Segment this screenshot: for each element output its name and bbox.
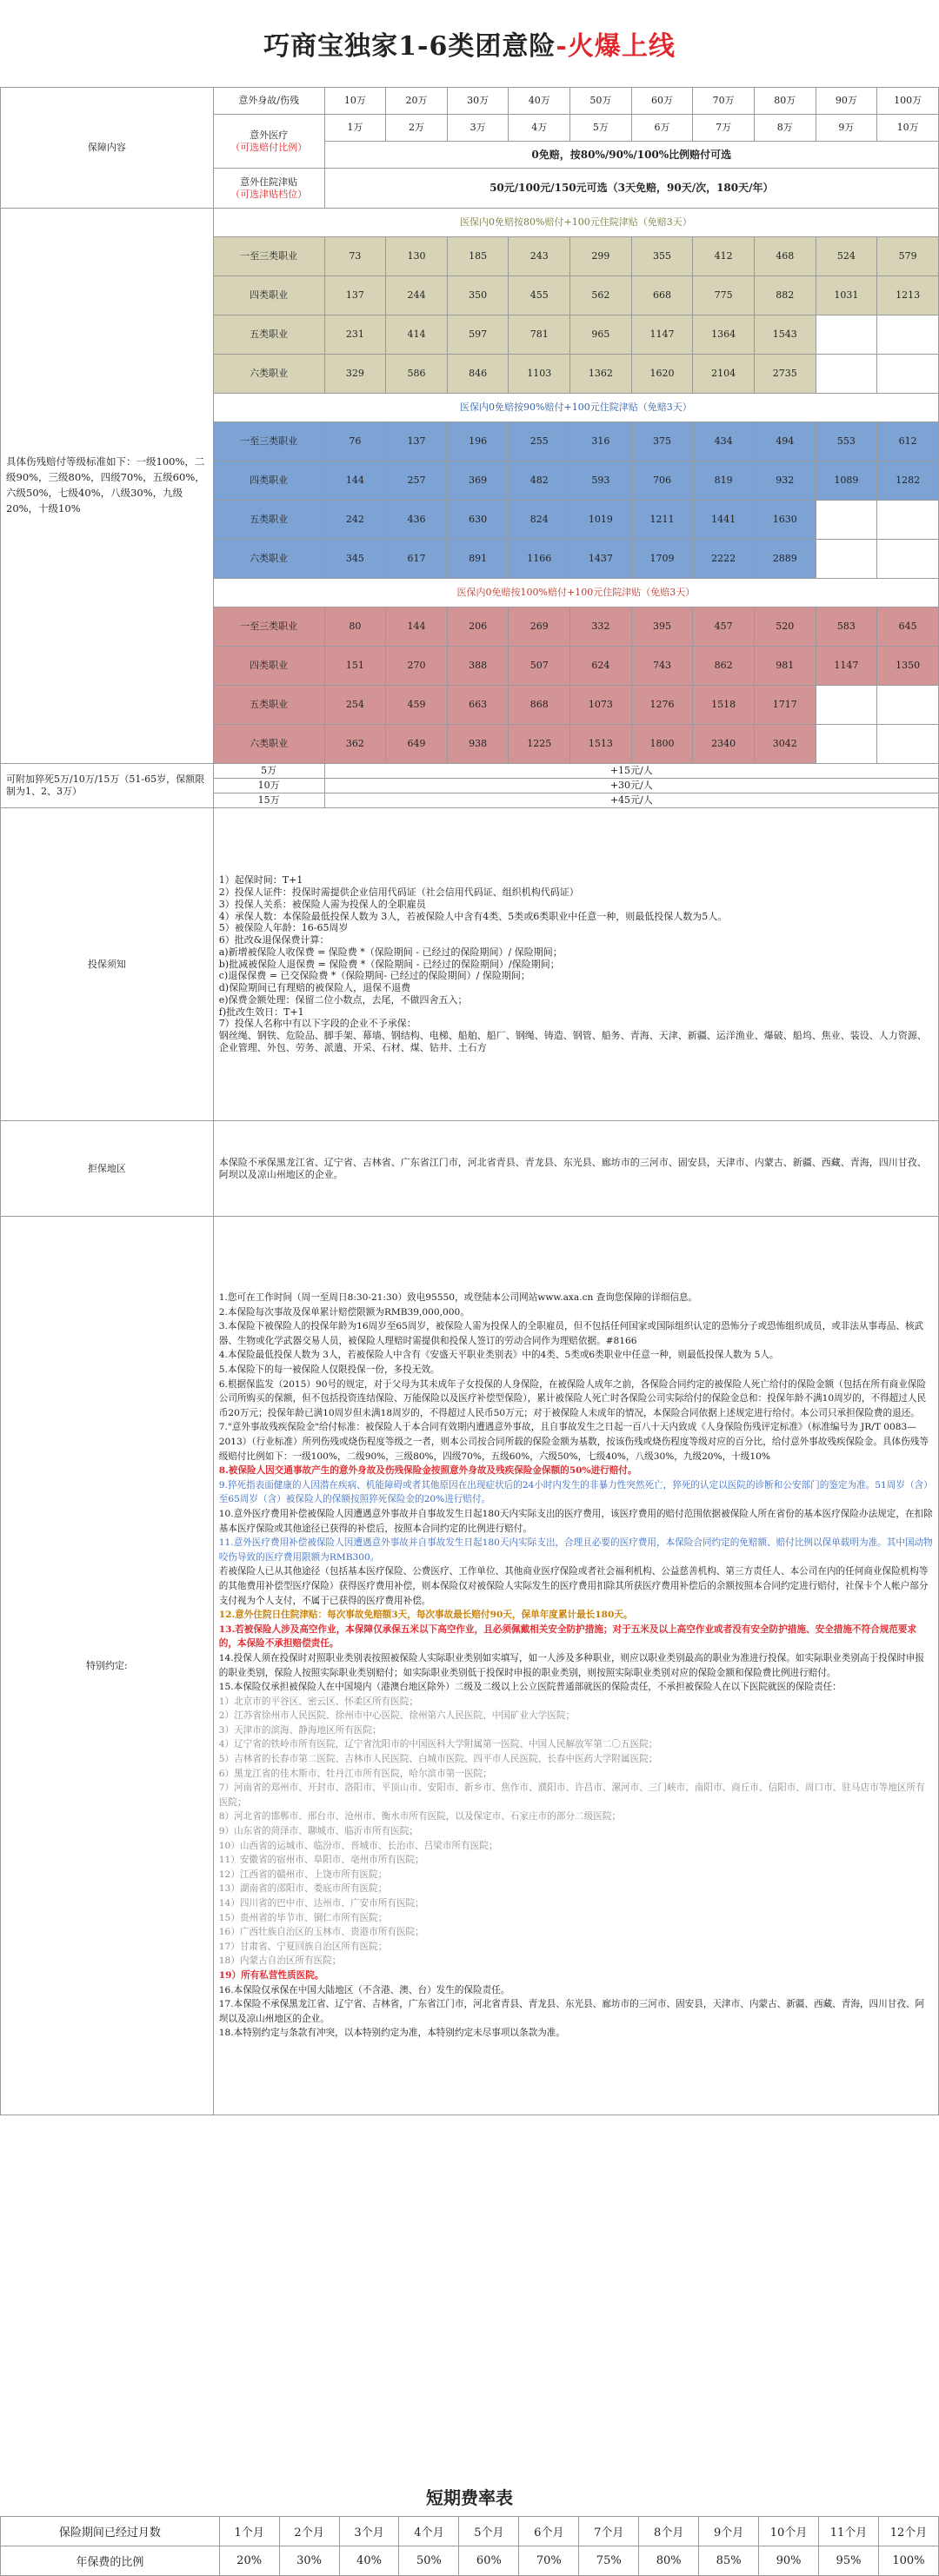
special-clause: 9）山东省的菏泽市、聊城市、临沂市所有医院； — [218, 1826, 418, 1837]
special-clause: 17.本保险不承保黑龙江省、辽宁省、吉林省，广东省江门市，河北省青县、青龙县、东光县、廊坊市的三河市、固安县，天津市、内蒙古、新疆、西藏、青海，四川甘孜、阿坝以及凉山州地区的企业。 — [218, 1999, 925, 2024]
premium-cell: 1362 — [570, 355, 632, 394]
premium-cell: 1543 — [754, 315, 816, 355]
premium-cell: 270 — [386, 647, 448, 686]
month-cell: 7个月 — [579, 2517, 639, 2546]
ratio-cell: 85% — [699, 2546, 759, 2576]
ratio-cell: 20% — [219, 2546, 279, 2576]
ratio-cell: 40% — [339, 2546, 399, 2576]
premium-cell: 645 — [877, 607, 939, 647]
grade-standard-label: 具体伤残赔付等级标准如下：一级100%，二级90%，三级80%，四级70%，五级60%，六级50%，七级40%，八级30%，九级20%，十级10% — [1, 209, 214, 764]
premium-cell: 412 — [693, 237, 755, 276]
occupation-label: 五类职业 — [213, 501, 324, 540]
premium-cell: 459 — [386, 686, 448, 725]
premium-cell: 583 — [816, 607, 877, 647]
special-clause: 15）贵州省的毕节市、铜仁市所有医院； — [218, 1912, 388, 1923]
ratio-cell: 80% — [639, 2546, 699, 2576]
premium-cell — [816, 315, 877, 355]
premium-cell: 144 — [324, 461, 386, 501]
premium-cell: 130 — [386, 237, 448, 276]
ratio-cell: 30% — [279, 2546, 339, 2576]
notice-line: 4）承保人数：本保险最低投保人数为 3人，若被保险人中含有4类、5类或6类职业中任意一种，则最低投保人数为5人。 — [218, 910, 728, 922]
premium-cell: 868 — [509, 686, 570, 725]
premium-cell — [816, 725, 877, 764]
special-clause: 18.本特别约定与条款有冲突，以本特别约定为准，本特别约定未尽事项以条款为准。 — [218, 2028, 565, 2039]
special-content — [213, 1217, 938, 2115]
premium-cell: 375 — [631, 422, 693, 461]
notice-line: f)批改生效日：T+1 — [218, 1006, 304, 1018]
special-clause: 7）河南省的郑州市、开封市、洛阳市、平顶山市、安阳市、新乡市、焦作市、濮阳市、许昌市、漯河市、三门峡市、南阳市、商丘市、信阳市、周口市、驻马店市等地区所有医院； — [218, 1783, 925, 1808]
zone-row — [1, 1121, 939, 1217]
sudden-death-label: 可附加猝死5万/10万/15万（51-65岁，保额限制为1、2、3万） — [1, 764, 214, 808]
special-clause: 18）内蒙古自治区所有医院； — [218, 1955, 342, 1967]
section-header-row — [1, 209, 939, 237]
months-label: 保险期间已经过月数 — [1, 2517, 220, 2546]
premium-cell: 2735 — [754, 355, 816, 394]
short-rate-title: 短期费率表 — [426, 2487, 513, 2508]
premium-cell: 414 — [386, 315, 448, 355]
premium-cell: 649 — [386, 725, 448, 764]
premium-cell: 1073 — [570, 686, 632, 725]
zone-label: 拒保地区 — [1, 1121, 214, 1217]
premium-cell: 2340 — [693, 725, 755, 764]
premium-cell: 1213 — [877, 276, 939, 315]
occupation-label: 五类职业 — [213, 315, 324, 355]
ratio-cell: 100% — [878, 2546, 938, 2576]
premium-cell: 350 — [447, 276, 509, 315]
premium-cell: 597 — [447, 315, 509, 355]
sudden-price: +15元/人 — [324, 764, 938, 779]
premium-cell: 965 — [570, 315, 632, 355]
premium-cell: 494 — [754, 422, 816, 461]
premium-cell: 1437 — [570, 540, 632, 579]
occupation-label: 六类职业 — [213, 725, 324, 764]
premium-cell: 362 — [324, 725, 386, 764]
ratio-cell: 75% — [579, 2546, 639, 2576]
premium-cell: 706 — [631, 461, 693, 501]
premium-cell: 151 — [324, 647, 386, 686]
notice-line: 5）被保险人年龄：16-65周岁 — [218, 922, 349, 934]
premium-cell: 882 — [754, 276, 816, 315]
allowance-label-sub: （可选津贴档位） — [230, 188, 308, 200]
premium-cell: 316 — [570, 422, 632, 461]
premium-cell: 624 — [570, 647, 632, 686]
death-amount: 20万 — [386, 88, 448, 115]
special-clause: 2.本保险每次事故及保单累计赔偿限额为RMB39,000,000。 — [218, 1306, 470, 1318]
special-clause: 14.投保人须在投保时对照职业类别表按照被保险人实际职业类别如实填写，如一人涉及多种职业，则应以职业类别最高的职业为准进行投保。如实际职业类别高于投保时申报的职业类别，保险人按照实际职业类别赔付；如实际职业类别低于投保时申报的职业类别，则按照实际职业类别对应的保险金额和保险费比例进行赔付。 — [218, 1652, 925, 1678]
premium-cell — [816, 355, 877, 394]
medical-amount: 6万 — [631, 115, 693, 142]
premium-cell: 1276 — [631, 686, 693, 725]
premium-cell: 1211 — [631, 501, 693, 540]
premium-cell: 455 — [509, 276, 570, 315]
occupation-label: 一至三类职业 — [213, 422, 324, 461]
premium-cell: 355 — [631, 237, 693, 276]
premium-cell: 269 — [509, 607, 570, 647]
premium-cell: 938 — [447, 725, 509, 764]
notice-line: d)保险期间已有理赔的被保险人，退保不退费 — [218, 982, 411, 994]
sudden-amount: 15万 — [213, 793, 324, 808]
occupation-label: 一至三类职业 — [213, 237, 324, 276]
sudden-price: +45元/人 — [324, 793, 938, 808]
occupation-label: 四类职业 — [213, 276, 324, 315]
premium-cell — [877, 501, 939, 540]
special-clause: 6）黑龙江省的佳木斯市、牡丹江市所有医院，哈尔滨市第一医院； — [218, 1768, 492, 1779]
premium-cell: 2222 — [693, 540, 755, 579]
ratio-cell: 50% — [399, 2546, 459, 2576]
premium-cell: 1147 — [631, 315, 693, 355]
premium-cell: 1518 — [693, 686, 755, 725]
premium-cell: 1513 — [570, 725, 632, 764]
special-clause: 11）安徽省的宿州市、阜阳市、亳州市所有医院； — [218, 1855, 424, 1866]
occupation-label: 六类职业 — [213, 540, 324, 579]
coverage-label: 保障内容 — [1, 88, 214, 209]
section-header: 医保内0免赔按90%赔付+100元住院津贴（免赔3天） — [213, 394, 938, 422]
ratio-cell: 70% — [519, 2546, 579, 2576]
medical-amount: 2万 — [386, 115, 448, 142]
premium-cell: 1019 — [570, 501, 632, 540]
death-amount: 90万 — [816, 88, 877, 115]
death-amount: 40万 — [509, 88, 570, 115]
medical-amount: 8万 — [754, 115, 816, 142]
special-clause: 15.本保险仅承担被保险人在中国境内（港澳台地区除外）二级及二级以上公立医院普通部就医的保险责任，不承担被保险人在以下医院就医的保险责任： — [218, 1682, 842, 1693]
premium-cell: 299 — [570, 237, 632, 276]
premium-cell: 1147 — [816, 647, 877, 686]
premium-cell: 824 — [509, 501, 570, 540]
premium-cell: 196 — [447, 422, 509, 461]
premium-cell: 1441 — [693, 501, 755, 540]
medical-amount: 7万 — [693, 115, 755, 142]
premium-cell: 932 — [754, 461, 816, 501]
occupation-label: 四类职业 — [213, 647, 324, 686]
premium-cell: 2889 — [754, 540, 816, 579]
month-cell: 3个月 — [339, 2517, 399, 2546]
zone-content — [213, 1121, 938, 1217]
premium-cell: 668 — [631, 276, 693, 315]
special-clause: 16.本保险仅承保在中国大陆地区（不含港、澳、台）发生的保险责任。 — [218, 1984, 510, 1995]
notice-row — [1, 808, 939, 1121]
death-amount: 50万 — [570, 88, 632, 115]
month-cell: 9个月 — [699, 2517, 759, 2546]
notice-line: 6）批改&退保保费计算： — [218, 934, 330, 946]
premium-cell: 254 — [324, 686, 386, 725]
medical-amount: 1万 — [324, 115, 386, 142]
premium-cell: 743 — [631, 647, 693, 686]
premium-cell — [816, 501, 877, 540]
title-main: 巧商宝独家1-6类团意险 — [263, 31, 556, 62]
premium-cell: 242 — [324, 501, 386, 540]
premium-cell: 891 — [447, 540, 509, 579]
medical-label-sub: （可选赔付比例） — [230, 141, 308, 153]
premium-cell: 617 — [386, 540, 448, 579]
month-cell: 11个月 — [819, 2517, 879, 2546]
death-amount: 60万 — [631, 88, 693, 115]
premium-cell: 630 — [447, 501, 509, 540]
premium-cell: 520 — [754, 607, 816, 647]
sudden-amount: 5万 — [213, 764, 324, 779]
premium-cell — [816, 686, 877, 725]
special-clause: 3）天津市的滨海、静海地区所有医院； — [218, 1724, 382, 1736]
sudden-price: +30元/人 — [324, 779, 938, 793]
month-cell: 12个月 — [878, 2517, 938, 2546]
premium-cell — [877, 355, 939, 394]
premium-cell: 819 — [693, 461, 755, 501]
special-clause: 4）辽宁省的铁岭市所有医院，辽宁省沈阳市的中国医科大学附属第一医院、中国人民解放军第二〇五医院； — [218, 1739, 658, 1750]
month-cell: 6个月 — [519, 2517, 579, 2546]
medical-label — [213, 115, 324, 169]
premium-cell: 862 — [693, 647, 755, 686]
month-cell: 4个月 — [399, 2517, 459, 2546]
premium-cell: 76 — [324, 422, 386, 461]
premium-cell: 663 — [447, 686, 509, 725]
ratio-cell: 60% — [459, 2546, 519, 2576]
premium-cell: 524 — [816, 237, 877, 276]
premium-cell: 1620 — [631, 355, 693, 394]
premium-cell — [816, 540, 877, 579]
premium-cell: 553 — [816, 422, 877, 461]
notice-line: 3）投保人关系：被保险人需为投保人的全职雇员 — [218, 898, 426, 910]
notice-line: 2）投保人证件：投保时需提供企业信用代码证（社会信用代码证、组织机构代码证） — [218, 886, 579, 899]
premium-cell: 243 — [509, 237, 570, 276]
notice-line: c)退保保费 = 已交保险费 *（保险期间- 已经过的保险期间）/ 保险期间； — [218, 970, 530, 982]
insurance-table — [0, 87, 939, 2115]
premium-cell: 369 — [447, 461, 509, 501]
premium-cell: 981 — [754, 647, 816, 686]
medical-label-text: 意外医疗 — [250, 129, 289, 141]
special-clause: 5）吉林省的长春市第二医院、吉林市人民医院、白城市医院、四平市人民医院、长春中医药大学附属医院； — [218, 1754, 658, 1765]
premium-cell: 775 — [693, 276, 755, 315]
month-cell: 1个月 — [219, 2517, 279, 2546]
special-clause: 17）甘肃省、宁夏回族自治区所有医院； — [218, 1941, 388, 1952]
medical-amount: 10万 — [877, 115, 939, 142]
coverage-row-death — [1, 88, 939, 115]
death-amount: 30万 — [447, 88, 509, 115]
premium-cell: 434 — [693, 422, 755, 461]
special-clause: 9.猝死指表面健康的人因潜在疾病、机能障碍或者其他原因在出现症状后的24小时内发生的非暴力性突然死亡，猝死的认定以医院的诊断和公安部门的鉴定为准。51周岁（含）至65周岁（含）被保险人的保额按照猝死保险金的20%进行赔付。 — [218, 1479, 933, 1505]
premium-cell: 1800 — [631, 725, 693, 764]
death-amount: 10万 — [324, 88, 386, 115]
notice-line: b)批减被保险人退保费 = 保险费 *（保险期间 - 已经过的保险期间）/保险期间； — [218, 958, 560, 970]
allowance-text: 50元/100元/150元可选（3天免赔，90天/次，180天/年） — [324, 169, 938, 209]
premium-cell: 1364 — [693, 315, 755, 355]
premium-cell: 257 — [386, 461, 448, 501]
special-clause: 5.本保险下的每一被保险人仅限投保一份，多投无效。 — [218, 1364, 440, 1376]
premium-cell: 507 — [509, 647, 570, 686]
premium-cell: 80 — [324, 607, 386, 647]
premium-cell — [877, 686, 939, 725]
special-label: 特别约定: — [1, 1217, 214, 2115]
premium-cell: 73 — [324, 237, 386, 276]
premium-cell: 231 — [324, 315, 386, 355]
special-clause: 10.意外医疗费用补偿被保险人因遭遇意外事故并自事故发生日起180天内实际支出的医疗费用，该医疗费用的赔付范围依据被保险人所在省份的基本医疗保险办法规定，在扣除基本医疗保险或其他途径已获得的补偿后，按照本合同约定的比例进行赔付。 — [218, 1508, 933, 1534]
special-clause: 11.意外医疗费用补偿被保险人因遭遇意外事故并自事故发生日起180天内实际支出，合理且必要的医疗费用，本保险合同约定的免赔额、赔付比例以保单载明为准。其中国动物咬伤导致的医疗费用限额为RMB300。 — [218, 1537, 933, 1563]
medical-amount: 4万 — [509, 115, 570, 142]
medical-ratio-text: 0免赔，按80%/90%/100%比例赔付可选 — [324, 142, 938, 169]
short-rate-months-row — [1, 2517, 939, 2546]
special-clause: 若被保险人已从其他途径（包括基本医疗保险、公费医疗、工作单位、其他商业医疗保险或者社会福利机构、公益慈善机构、第三方责任人、本公司在内的任何商业保险机构等的其他费用补偿型医疗保险）获得医疗费用补偿，则本保险仅对被保险人实际发生的医疗费用扣除其所获医疗费用补偿后的余额按照本合同约定进行赔付，社保卡个人帐户部分支付视为个人支付，不属于已获得的医疗费用补偿。 — [218, 1566, 929, 1606]
medical-amount: 3万 — [447, 115, 509, 142]
premium-cell: 593 — [570, 461, 632, 501]
premium-cell: 586 — [386, 355, 448, 394]
special-clause: 3.本保险下被保险人的投保年龄为16周岁至65周岁，被保险人需为投保人的全职雇员，但不包括任何国家或国际组织认定的恐怖分子或恐怖组织成员，或非法从事毒品、核武器、生物或化学武器交易人员，被保险人理赔时需提供和投保人签订的劳动合同作为理赔依据。#8166 — [218, 1321, 924, 1346]
premium-cell: 255 — [509, 422, 570, 461]
premium-cell: 1225 — [509, 725, 570, 764]
special-row — [1, 1217, 939, 2115]
premium-cell: 612 — [877, 422, 939, 461]
notice-line: 1）起保时间：T+1 — [218, 874, 303, 886]
section-header: 医保内0免赔按100%赔付+100元住院津贴（免赔3天） — [213, 579, 938, 607]
premium-cell: 332 — [570, 607, 632, 647]
special-clause: 2）江苏省徐州市人民医院、徐州市中心医院、徐州第六人民医院、中国矿业大学医院； — [218, 1710, 576, 1722]
month-cell: 5个月 — [459, 2517, 519, 2546]
special-clause: 12）江西省的赣州市、上饶市所有医院； — [218, 1869, 388, 1880]
special-clause: 13.若被保险人涉及高空作业，本保障仅承保五米以下高空作业，且必须佩戴相关安全防护措施；对于五米及以上高空作业或者没有安全防护措施、安全措施不符合规范要求的，本保险不承担赔偿责任。 — [218, 1623, 917, 1650]
premium-cell — [877, 315, 939, 355]
premium-cell: 1031 — [816, 276, 877, 315]
death-amount: 80万 — [754, 88, 816, 115]
sudden-amount: 10万 — [213, 779, 324, 793]
sudden-death-row — [1, 764, 939, 779]
premium-cell: 244 — [386, 276, 448, 315]
premium-cell: 185 — [447, 237, 509, 276]
medical-amount: 9万 — [816, 115, 877, 142]
notice-line: 7）投保人名称中有以下字段的企业不予承保： — [218, 1018, 416, 1030]
special-clause: 19）所有私营性质医院。 — [218, 1969, 324, 1981]
page-title — [0, 0, 939, 87]
month-cell: 8个月 — [639, 2517, 699, 2546]
premium-cell: 846 — [447, 355, 509, 394]
premium-cell: 436 — [386, 501, 448, 540]
premium-cell: 482 — [509, 461, 570, 501]
special-clause: 8）河北省的邯郸市、邢台市、沧州市、衡水市所有医院，以及保定市、石家庄市的部分二级医院； — [218, 1811, 622, 1822]
premium-cell: 329 — [324, 355, 386, 394]
title-highlight: -火爆上线 — [556, 31, 676, 62]
premium-cell: 345 — [324, 540, 386, 579]
premium-cell: 1709 — [631, 540, 693, 579]
premium-cell: 206 — [447, 607, 509, 647]
medical-amount: 5万 — [570, 115, 632, 142]
short-rate-ratio-row — [1, 2546, 939, 2576]
premium-cell: 1350 — [877, 647, 939, 686]
ratio-label: 年保费的比例 — [1, 2546, 220, 2576]
special-clause: 1.您可在工作时间（周一至周日8:30-21:30）致电95550，或登陆本公司网站www.axa.cn 查询您保障的详细信息。 — [218, 1292, 698, 1304]
premium-cell — [877, 725, 939, 764]
premium-cell: 781 — [509, 315, 570, 355]
death-amount: 100万 — [877, 88, 939, 115]
occupation-label: 五类职业 — [213, 686, 324, 725]
occupation-label: 六类职业 — [213, 355, 324, 394]
allowance-label-text: 意外住院津贴 — [240, 176, 298, 188]
premium-cell: 562 — [570, 276, 632, 315]
premium-cell: 1717 — [754, 686, 816, 725]
ratio-cell: 90% — [759, 2546, 819, 2576]
special-clause: 6.根据保监发（2015）90号的规定，对于父母为其未成年子女投保的人身保险，在被保险人成年之前，各保险合同约定的被保险人死亡给付的保险金额（包括在所有商业保险公司所购买的保额，但不包括投资连结保险、万能保险以及医疗补偿型保险），累计被保险人死亡时各保险公司实际给付的保险金总和：投保年龄不满10周岁的，不得超过人民币20万元；投保年龄已满10周岁但未满18周岁的，不得超过人民币50万元；对于被保险人未成年的情况，本保险合同依据上述规定进行给付。本公司只承担保险费的退还。 — [218, 1378, 927, 1418]
special-clause: 10）山西省的运城市、临汾市、晋城市、长治市、吕梁市所有医院； — [218, 1840, 498, 1851]
special-clause: 14）四川省的巴中市、达州市、广安市所有医院； — [218, 1898, 424, 1909]
notice-line: e)保费金额处理：保留二位小数点，去尾，不做四舍五入； — [218, 993, 468, 1006]
special-clause: 12.意外住院日住院津贴：每次事故免赔额3天，每次事故最长赔付90天，保单年度累计最长180天。 — [218, 1610, 633, 1621]
premium-cell: 468 — [754, 237, 816, 276]
premium-cell: 137 — [324, 276, 386, 315]
premium-cell — [877, 540, 939, 579]
premium-cell: 1282 — [877, 461, 939, 501]
premium-cell: 457 — [693, 607, 755, 647]
premium-cell: 3042 — [754, 725, 816, 764]
premium-cell: 1103 — [509, 355, 570, 394]
premium-cell: 1089 — [816, 461, 877, 501]
month-cell: 2个月 — [279, 2517, 339, 2546]
occupation-label: 一至三类职业 — [213, 607, 324, 647]
special-clause: 16）广西壮族自治区的玉林市、贵港市所有医院； — [218, 1927, 424, 1938]
month-cell: 10个月 — [759, 2517, 819, 2546]
notice-line: 钢丝绳、钢铁、危险品、脚手架、幕墙、钢结构、电梯、船舶、船厂、钢绳、铸造、钢管、船务、青海、天津、新疆、运洋渔业、爆破、船坞、焦业、装设、人力资源、企业管理、外包、劳务、派遣、开采、石材、煤、钻井、土石方 — [218, 1030, 927, 1053]
special-clause: 4.本保险最低投保人数为 3人，若被保险人中含有《安盛天平职业类别表》中的4类、5类或6类职业中任意一种，则最低投保人数为 5人。 — [218, 1350, 779, 1361]
premium-cell: 137 — [386, 422, 448, 461]
short-rate-table — [0, 2516, 939, 2576]
special-clause: 8.被保险人因交通事故产生的意外身故及伤残保险金按照意外身故及残疾保险金保额的50%进行赔付。 — [218, 1465, 637, 1477]
section-header: 医保内0免赔按80%赔付+100元住院津贴（免赔3天） — [213, 209, 938, 237]
notice-label: 投保须知 — [1, 808, 214, 1121]
allowance-label — [213, 169, 324, 209]
premium-cell: 395 — [631, 607, 693, 647]
death-disability-label: 意外身故/伤残 — [213, 88, 324, 115]
premium-cell: 579 — [877, 237, 939, 276]
special-clause: 13）湖南省的邵阳市、娄底市所有医院； — [218, 1883, 388, 1895]
reject-zone-text: 本保险不承保黑龙江省、辽宁省、吉林省、广东省江门市，河北省青县、青龙县、东光县、廊坊市的三河市、固安县，天津市、内蒙古、新疆、西藏、青海，四川甘孜、阿坝以及凉山州地区的企业。 — [218, 1156, 927, 1180]
death-amount: 70万 — [693, 88, 755, 115]
premium-cell: 2104 — [693, 355, 755, 394]
notice-content — [213, 808, 938, 1121]
premium-cell: 388 — [447, 647, 509, 686]
premium-cell: 144 — [386, 607, 448, 647]
special-clause: 1）北京市的平谷区、密云区、怀柔区所有医院； — [218, 1696, 418, 1707]
occupation-label: 四类职业 — [213, 461, 324, 501]
special-clause: 7."意外事故残疾保险金"给付标准：被保险人于本合同有效期内遭遇意外事故，且自事故发生之日起一百八十天内致成《人身保险伤残评定标准》（标准编号为 JR/T 0083—2013）（行业标准）所列伤残或烧伤程度等级之一者，则本公司按合同所载的保险金额为基数，按该伤残或烧伤程度等级对应的百分比，给付意外事故残疾保险金。具体伤残等级赔付比例如下：一级100%，二级90%，三级80%，四级70%，五级60%，六级50%，七级40%，八级30%，九级20%，十级10% — [218, 1422, 929, 1462]
notice-line: a)新增被保险人收保费 = 保险费 *（保险期间 - 已经过的保险期间）/ 保险期间； — [218, 946, 563, 958]
ratio-cell: 95% — [819, 2546, 879, 2576]
premium-cell: 1630 — [754, 501, 816, 540]
premium-cell: 1166 — [509, 540, 570, 579]
